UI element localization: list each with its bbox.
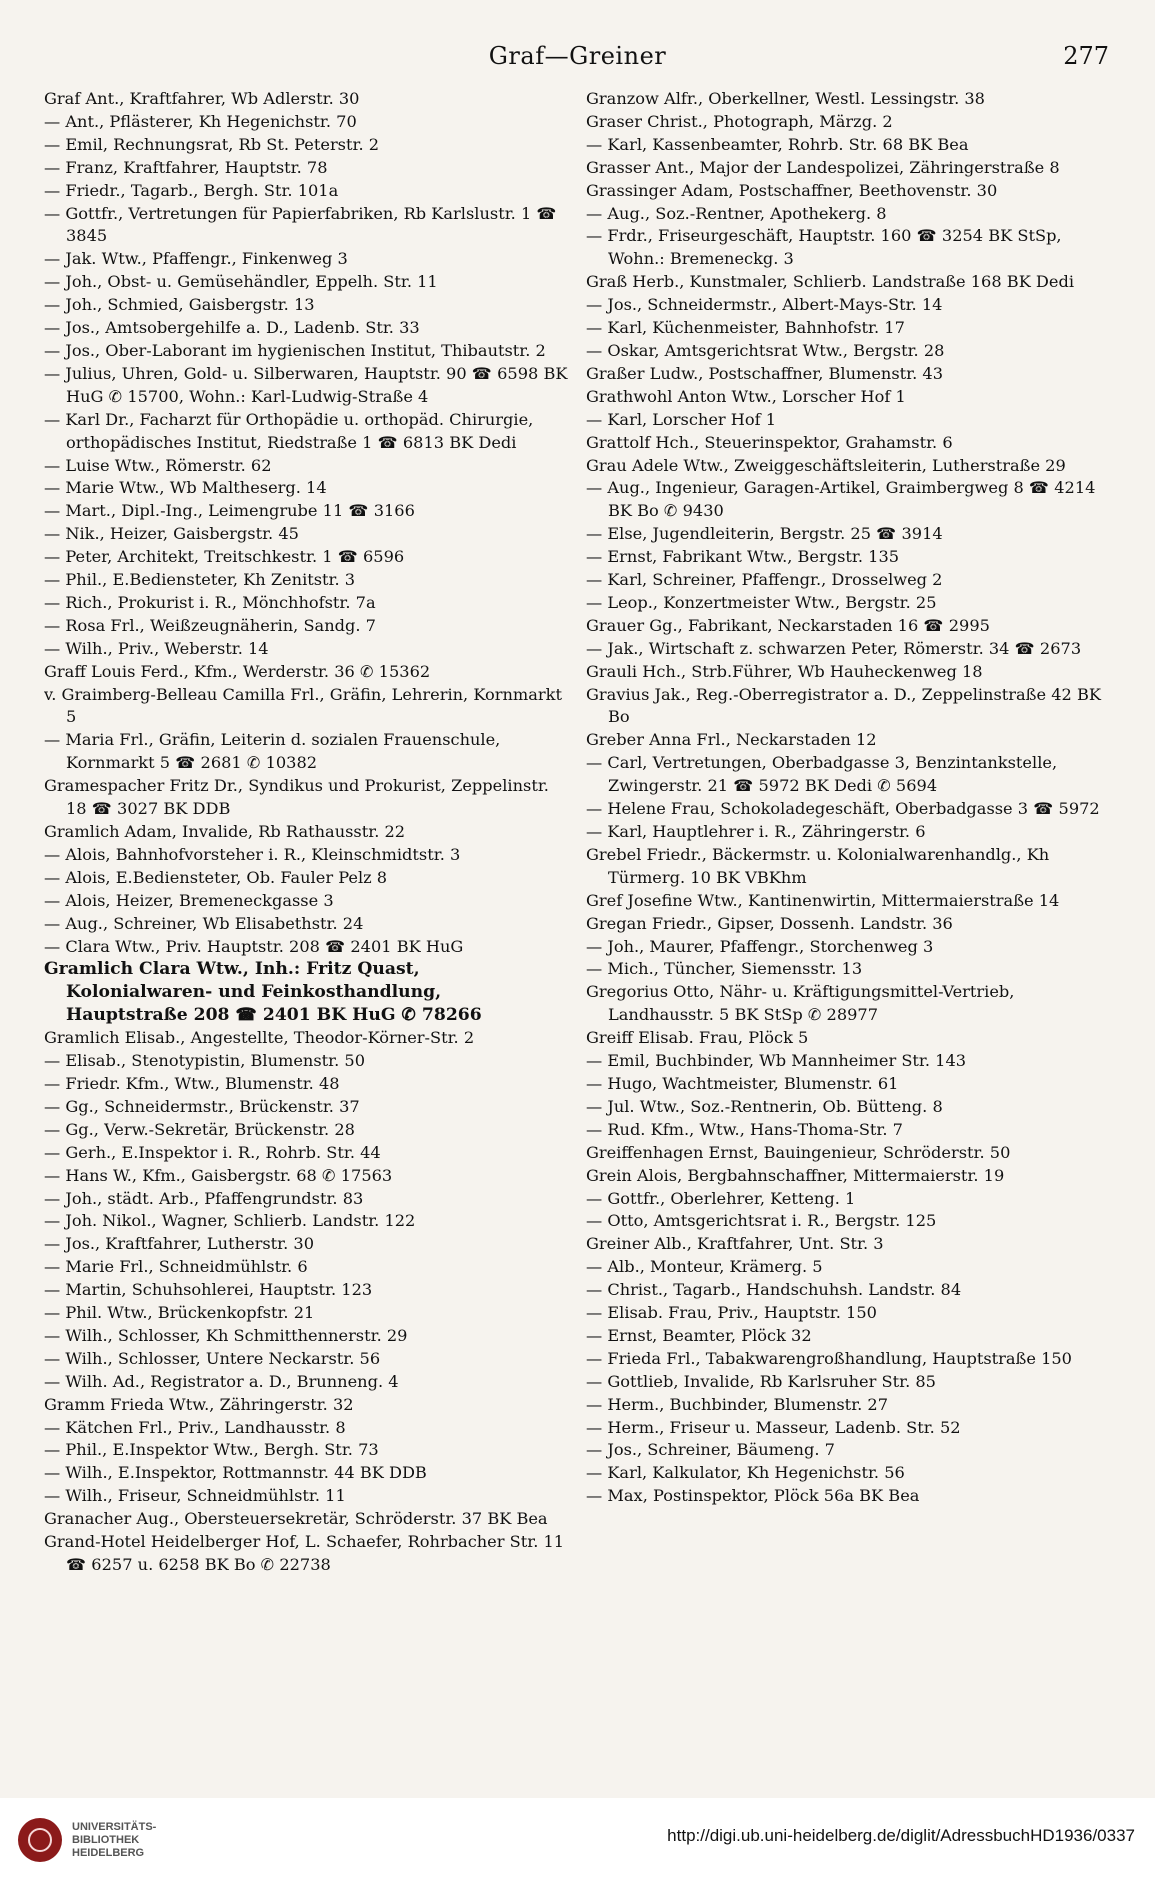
directory-entry: — Wilh., Friseur, Schneidmühlstr. 11 — [44, 1486, 346, 1506]
directory-entry: — Oskar, Amtsgerichtsrat Wtw., Bergstr. 28 — [586, 340, 945, 360]
directory-entry: Gramlich Adam, Invalide, Rb Rathausstr. 22 — [44, 822, 406, 841]
directory-entry: Gramm Frieda Wtw., Zähringerstr. 32 — [44, 1394, 354, 1414]
directory-entry: — Elisab. Frau, Priv., Hauptstr. 150 — [586, 1303, 877, 1323]
directory-entry: — Gg., Verw.-Sekretär, Brückenstr. 28 — [44, 1119, 355, 1139]
directory-entry: — Alois, Bahnhofvorsteher i. R., Kleinschmidtstr. 3 — [44, 844, 461, 864]
directory-entry: — Phil., E.Inspektor Wtw., Bergh. Str. 73 — [44, 1440, 379, 1460]
directory-entry: Granacher Aug., Obersteuersekretär, Schröderstr. 37 BK Bea — [44, 1509, 548, 1529]
directory-entry: Grassinger Adam, Postschaffner, Beethovenstr. 30 — [586, 180, 998, 200]
directory-entry: Gregan Friedr., Gipser, Dossenh. Landstr. 36 — [586, 913, 953, 933]
directory-entry: — Wilh., E.Inspektor, Rottmannstr. 44 BK DDB — [44, 1463, 427, 1483]
directory-entry: — Peter, Architekt, Treitschkestr. 1 ☎ 6596 — [44, 547, 405, 567]
directory-entry: — Joh., städt. Arb., Pfaffengrundstr. 83 — [44, 1188, 364, 1208]
directory-entry: Gramespacher Fritz Dr., Syndikus und Prokurist, Zeppelinstr. 18 ☎ 3027 BK DDB — [44, 776, 549, 819]
directory-entry: Grebel Friedr., Bäckermstr. u. Kolonialwarenhandlg., Kh Türmerg. 10 BK VBKhm — [586, 844, 1050, 887]
directory-entry: — Max, Postinspektor, Plöck 56a BK Bea — [586, 1486, 920, 1506]
running-head: Graf—Greiner — [488, 42, 667, 70]
directory-entry: — Jos., Schreiner, Bäumeng. 7 — [586, 1440, 835, 1460]
directory-entry: — Aug., Ingenieur, Garagen-Artikel, Graimbergweg 8 ☎ 4214 BK Bo ✆ 9430 — [586, 478, 1096, 521]
directory-entry: — Rud. Kfm., Wtw., Hans-Thoma-Str. 7 — [586, 1119, 903, 1139]
directory-entry: — Gerh., E.Inspektor i. R., Rohrb. Str. 44 — [44, 1142, 381, 1162]
directory-entry: Graß Herb., Kunstmaler, Schlierb. Landstraße 168 BK Dedi — [586, 272, 1075, 292]
directory-entry: — Karl, Küchenmeister, Bahnhofstr. 17 — [586, 318, 905, 338]
directory-entry: Grauer Gg., Fabrikant, Neckarstaden 16 ☎ 2995 — [586, 615, 990, 635]
directory-entry: — Jos., Ober-Laborant im hygienischen Institut, Thibautstr. 2 — [44, 340, 546, 360]
directory-entry: Greiffenhagen Ernst, Bauingenieur, Schröderstr. 50 — [586, 1142, 1011, 1162]
directory-entry: — Joh., Maurer, Pfaffengr., Storchenweg 3 — [586, 936, 934, 956]
directory-entry: — Karl, Hauptlehrer i. R., Zähringerstr. 6 — [586, 822, 926, 841]
left-column — [44, 88, 568, 1778]
directory-entry: — Else, Jugendleiterin, Bergstr. 25 ☎ 3914 — [586, 524, 943, 544]
directory-entry: — Helene Frau, Schokoladegeschäft, Oberbadgasse 3 ☎ 5972 — [586, 799, 1100, 819]
directory-entry: Greber Anna Frl., Neckarstaden 12 — [586, 730, 877, 750]
directory-entry: — Wilh., Schlosser, Untere Neckarstr. 56 — [44, 1348, 381, 1368]
directory-entry: Greiff Elisab. Frau, Plöck 5 — [586, 1028, 809, 1048]
directory-entry: — Marie Wtw., Wb Maltheserg. 14 — [44, 478, 327, 498]
page-number: 277 — [1063, 42, 1109, 70]
directory-entry: — Mich., Tüncher, Siemensstr. 13 — [586, 959, 863, 979]
directory-entry: Gramlich Elisab., Angestellte, Theodor-Körner-Str. 2 — [44, 1028, 475, 1048]
directory-entry: Graff Louis Ferd., Kfm., Werderstr. 36 ✆ 15362 — [44, 661, 431, 681]
university-seal-icon — [18, 1818, 62, 1862]
directory-entry: — Wilh., Priv., Weberstr. 14 — [44, 638, 269, 658]
directory-entry: — Rosa Frl., Weißzeugnäherin, Sandg. 7 — [44, 615, 376, 635]
directory-entry: — Phil. Wtw., Brückenkopfstr. 21 — [44, 1303, 315, 1323]
directory-entry: — Ernst, Beamter, Plöck 32 — [586, 1325, 812, 1345]
directory-entry: Graser Christ., Photograph, Märzg. 2 — [586, 111, 893, 131]
directory-entry: — Julius, Uhren, Gold- u. Silberwaren, Hauptstr. 90 ☎ 6598 BK HuG ✆ 15700, Wohn.: Karl-Ludwig-Straße 4 — [44, 363, 568, 406]
directory-entry: Grand-Hotel Heidelberger Hof, L. Schaefer, Rohrbacher Str. 11 ☎ 6257 u. 6258 BK Bo ✆ 22738 — [44, 1532, 565, 1574]
directory-entry: — Gottlieb, Invalide, Rb Karlsruher Str. 85 — [586, 1371, 936, 1391]
directory-entry: — Jos., Amtsobergehilfe a. D., Ladenb. Str. 33 — [44, 318, 420, 338]
directory-entry: Grasser Ant., Major der Landespolizei, Zähringerstraße 8 — [586, 157, 1060, 177]
directory-entry: — Gg., Schneidermstr., Brückenstr. 37 — [44, 1096, 360, 1116]
directory-entry: — Frieda Frl., Tabakwarengroßhandlung, Hauptstraße 150 — [586, 1348, 1072, 1368]
directory-entry: — Gottfr., Oberlehrer, Ketteng. 1 — [586, 1188, 856, 1208]
directory-entry: — Gottfr., Vertretungen für Papierfabriken, Rb Karlslustr. 1 ☎ 3845 — [44, 203, 557, 246]
directory-entry: — Maria Frl., Gräfin, Leiterin d. sozialen Frauenschule, Kornmarkt 5 ☎ 2681 ✆ 10382 — [44, 730, 501, 773]
directory-entry: — Emil, Buchbinder, Wb Mannheimer Str. 143 — [586, 1051, 967, 1071]
directory-entry: — Jul. Wtw., Soz.-Rentnerin, Ob. Bütteng. 8 — [586, 1096, 943, 1116]
directory-entry: — Franz, Kraftfahrer, Hauptstr. 78 — [44, 157, 328, 177]
directory-entry: Granzow Alfr., Oberkellner, Westl. Lessingstr. 38 — [586, 89, 985, 108]
directory-entry: — Karl, Lorscher Hof 1 — [586, 409, 777, 429]
directory-entry: — Alois, E.Bediensteter, Ob. Fauler Pelz 8 — [44, 867, 388, 887]
directory-entry: — Jak., Wirtschaft z. schwarzen Peter, Römerstr. 34 ☎ 2673 — [586, 638, 1082, 658]
directory-entry: — Joh. Nikol., Wagner, Schlierb. Landstr. 122 — [44, 1211, 416, 1231]
directory-entry: — Wilh., Schlosser, Kh Schmitthennerstr. 29 — [44, 1325, 408, 1345]
directory-entry: — Rich., Prokurist i. R., Mönchhofstr. 7a — [44, 592, 376, 612]
directory-columns — [44, 88, 1110, 1778]
directory-entry: Graf Ant., Kraftfahrer, Wb Adlerstr. 30 — [44, 89, 360, 108]
directory-entry: Gref Josefine Wtw., Kantinenwirtin, Mittermaierstraße 14 — [586, 890, 1060, 910]
directory-entry: — Mart., Dipl.-Ing., Leimengrube 11 ☎ 3166 — [44, 501, 415, 521]
directory-entry: — Jos., Schneidermstr., Albert-Mays-Str. 14 — [586, 295, 943, 315]
directory-entry: — Alois, Heizer, Bremeneckgasse 3 — [44, 890, 334, 910]
library-name: UNIVERSITÄTS- BIBLIOTHEK HEIDELBERG — [72, 1820, 157, 1859]
directory-entry: Greiner Alb., Kraftfahrer, Unt. Str. 3 — [586, 1234, 884, 1254]
directory-entry: — Herm., Buchbinder, Blumenstr. 27 — [586, 1394, 889, 1414]
directory-entry: — Friedr. Kfm., Wtw., Blumenstr. 48 — [44, 1073, 340, 1093]
directory-entry: — Aug., Soz.-Rentner, Apothekerg. 8 — [586, 203, 887, 223]
directory-entry: — Leop., Konzertmeister Wtw., Bergstr. 25 — [586, 592, 937, 612]
right-column — [586, 88, 1110, 1778]
directory-entry: — Christ., Tagarb., Handschuhsh. Landstr. 84 — [586, 1280, 962, 1300]
directory-entry: — Karl, Kalkulator, Kh Hegenichstr. 56 — [586, 1463, 905, 1483]
directory-entry: Gregorius Otto, Nähr- u. Kräftigungsmittel-Vertrieb, Landhausstr. 5 BK StSp ✆ 28977 — [586, 982, 1015, 1025]
directory-entry: — Kätchen Frl., Priv., Landhausstr. 8 — [44, 1417, 346, 1437]
directory-entry: Graßer Ludw., Postschaffner, Blumenstr. 43 — [586, 363, 944, 383]
directory-entry: — Ant., Pflästerer, Kh Hegenichstr. 70 — [44, 111, 357, 131]
directory-entry: — Ernst, Fabrikant Wtw., Bergstr. 135 — [586, 547, 900, 567]
library-logo — [18, 1818, 156, 1862]
directory-entry: — Herm., Friseur u. Masseur, Ladenb. Str. 52 — [586, 1417, 961, 1437]
directory-entry: — Aug., Schreiner, Wb Elisabethstr. 24 — [44, 913, 364, 933]
directory-entry: Gramlich Clara Wtw., Inh.: Fritz Quast, Kolonialwaren- und Feinkosthandlung, Hauptstraße 208 ☎ 2401 BK HuG ✆ 78266 — [44, 959, 482, 1026]
directory-entry: — Frdr., Friseurgeschäft, Hauptstr. 160 ☎ 3254 BK StSp, Wohn.: Bremeneckg. 3 — [586, 226, 1062, 269]
directory-entry: — Friedr., Tagarb., Bergh. Str. 101a — [44, 180, 339, 200]
directory-entry: — Martin, Schuhsohlerei, Hauptstr. 123 — [44, 1280, 373, 1300]
directory-entry: v. Graimberg-Belleau Camilla Frl., Gräfin, Lehrerin, Kornmarkt 5 — [44, 684, 562, 727]
directory-entry: — Wilh. Ad., Registrator a. D., Brunneng. 4 — [44, 1371, 399, 1391]
directory-entry: — Hugo, Wachtmeister, Blumenstr. 61 — [586, 1073, 899, 1093]
directory-entry: — Jos., Kraftfahrer, Lutherstr. 30 — [44, 1234, 315, 1254]
directory-entry: — Marie Frl., Schneidmühlstr. 6 — [44, 1257, 308, 1277]
directory-entry: — Joh., Obst- u. Gemüsehändler, Eppelh. Str. 11 — [44, 272, 438, 292]
directory-entry: — Elisab., Stenotypistin, Blumenstr. 50 — [44, 1051, 366, 1071]
directory-entry: — Emil, Rechnungsrat, Rb St. Peterstr. 2 — [44, 134, 380, 154]
page-header — [40, 40, 1115, 76]
footer — [0, 1798, 1155, 1878]
permalink-url[interactable]: http://digi.ub.uni-heidelberg.de/diglit/AdressbuchHD1936/0337 — [667, 1826, 1135, 1845]
directory-entry: Grattolf Hch., Steuerinspektor, Grahamstr. 6 — [586, 432, 953, 452]
directory-entry: — Carl, Vertretungen, Oberbadgasse 3, Benzintankstelle, Zwingerstr. 21 ☎ 5972 BK Dedi ✆ 5694 — [586, 753, 1058, 796]
directory-entry: Grathwohl Anton Wtw., Lorscher Hof 1 — [586, 386, 906, 406]
directory-entry: — Clara Wtw., Priv. Hauptstr. 208 ☎ 2401 BK HuG — [44, 936, 464, 956]
directory-entry: — Hans W., Kfm., Gaisbergstr. 68 ✆ 17563 — [44, 1165, 393, 1185]
directory-entry: — Alb., Monteur, Krämerg. 5 — [586, 1257, 823, 1277]
directory-entry: Grauli Hch., Strb.Führer, Wb Hauheckenweg 18 — [586, 661, 983, 681]
directory-entry: — Nik., Heizer, Gaisbergstr. 45 — [44, 524, 299, 544]
directory-entry: Grau Adele Wtw., Zweiggeschäftsleiterin, Lutherstraße 29 — [586, 455, 1066, 475]
directory-entry: — Luise Wtw., Römerstr. 62 — [44, 455, 272, 475]
directory-entry: Grein Alois, Bergbahnschaffner, Mittermaierstr. 19 — [586, 1165, 1005, 1185]
directory-entry: Gravius Jak., Reg.-Oberregistrator a. D., Zeppelinstraße 42 BK Bo — [586, 684, 1101, 727]
directory-entry: — Jak. Wtw., Pfaffengr., Finkenweg 3 — [44, 249, 348, 269]
directory-entry: — Joh., Schmied, Gaisbergstr. 13 — [44, 295, 315, 315]
directory-entry: — Karl, Kassenbeamter, Rohrb. Str. 68 BK Bea — [586, 134, 969, 154]
directory-entry: — Karl Dr., Facharzt für Orthopädie u. orthopäd. Chirurgie, orthopädisches Institut, Riedstraße 1 ☎ 6813 BK Dedi — [44, 409, 534, 452]
directory-entry: — Otto, Amtsgerichtsrat i. R., Bergstr. 125 — [586, 1211, 937, 1231]
directory-entry: — Phil., E.Bediensteter, Kh Zenitstr. 3 — [44, 570, 356, 590]
directory-entry: — Karl, Schreiner, Pfaffengr., Drosselweg 2 — [586, 570, 943, 590]
